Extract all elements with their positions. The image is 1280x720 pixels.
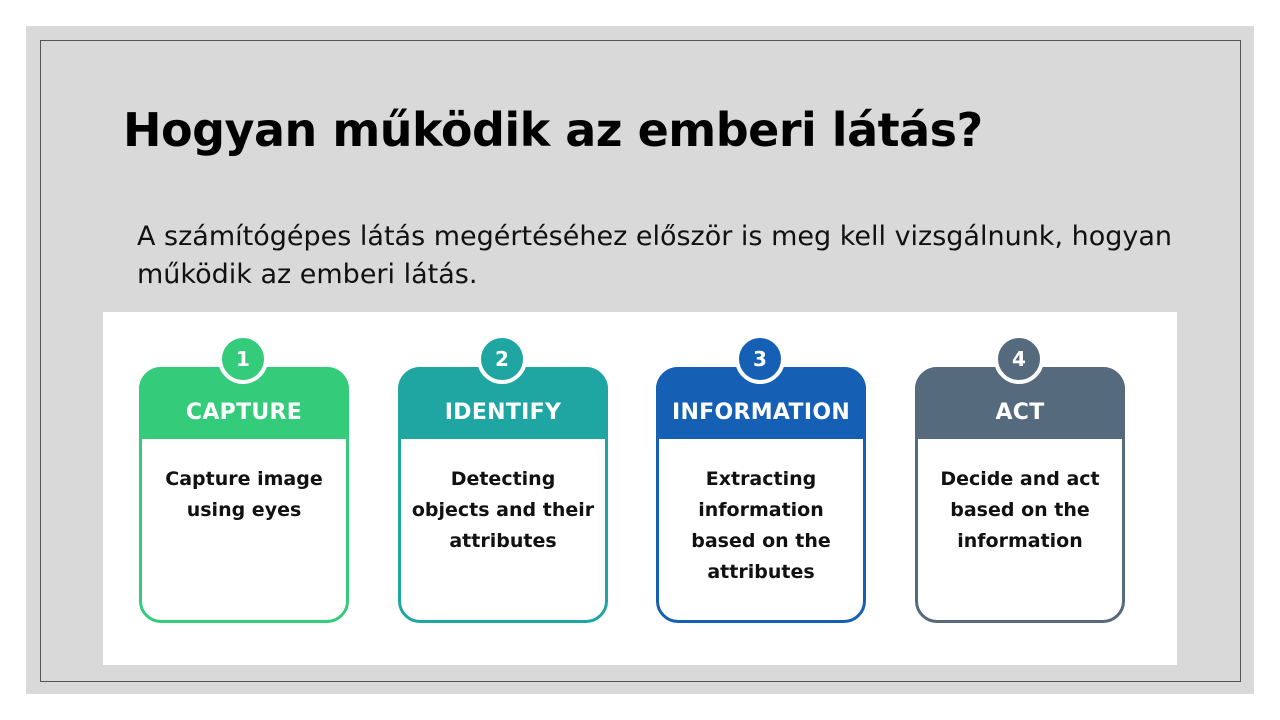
step-card-identify [398, 367, 608, 623]
slide-title: Hogyan működik az emberi látás? [123, 103, 983, 157]
step-card-act [915, 367, 1125, 623]
step-number-badge: 4 [994, 334, 1044, 384]
slide-subtitle: A számítógépes látás megértéséhez először is meg kell vizsgálnunk, hogyan működik az emberi látás. [137, 221, 1173, 290]
step-description: Capture image using eyes [165, 468, 323, 521]
step-number-badge: 3 [735, 334, 785, 384]
step-title: ACT [995, 400, 1045, 425]
step-description: Detecting objects and their attributes [411, 468, 595, 552]
step-card-capture [139, 367, 349, 623]
step-description: Decide and act based on the information [940, 468, 1100, 552]
step-title: IDENTIFY [444, 400, 562, 425]
step-number-badge: 1 [218, 334, 268, 384]
step-title: INFORMATION [671, 400, 851, 425]
step-description: Extracting information based on the attributes [691, 468, 831, 583]
step-number-badge: 2 [477, 334, 527, 384]
step-card-information [656, 367, 866, 623]
step-title: CAPTURE [185, 400, 303, 425]
